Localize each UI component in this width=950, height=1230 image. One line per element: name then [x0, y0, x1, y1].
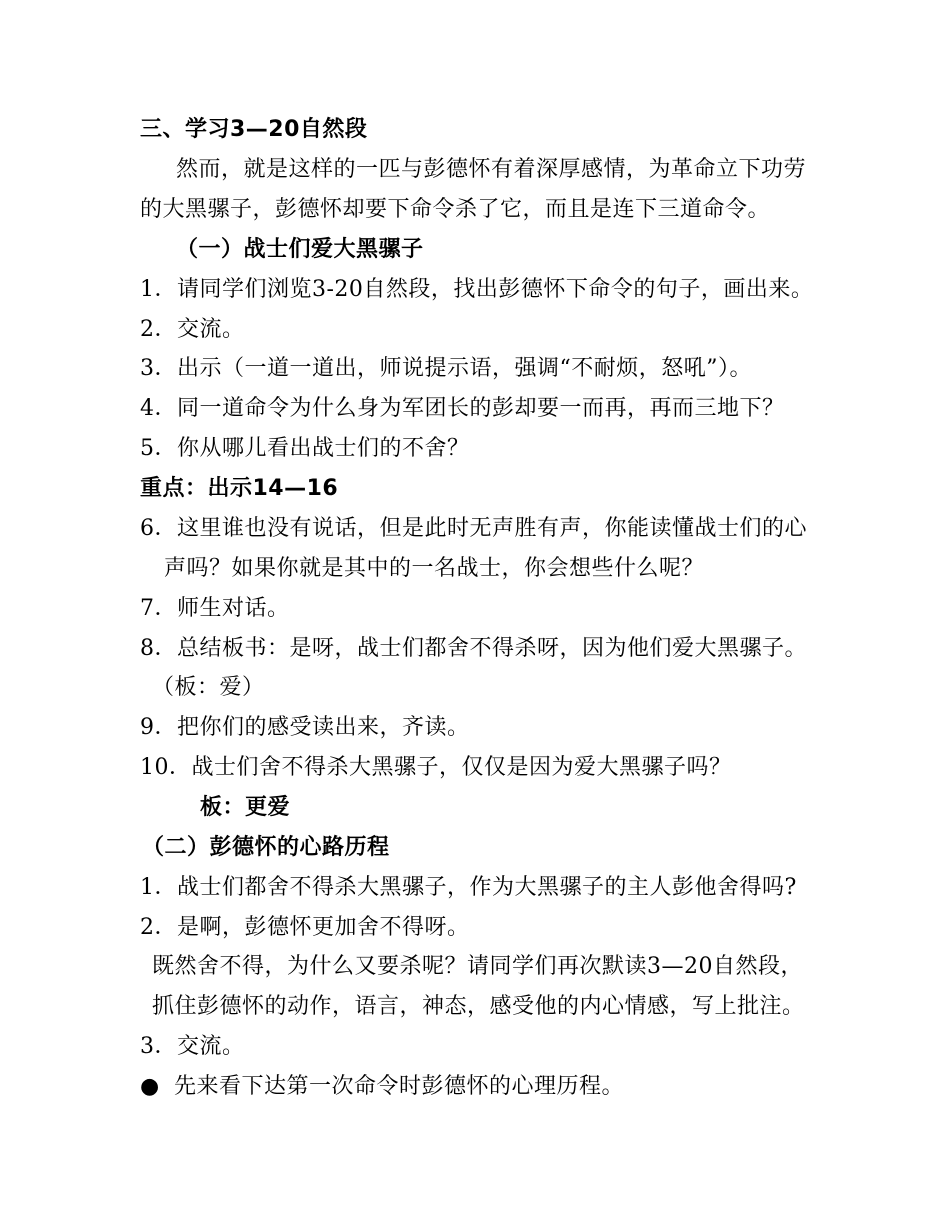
bullet-text: 先来看下达第一次命令时彭德怀的心理历程。 [174, 1074, 625, 1099]
focus-heading: 重点：出示14—16 [140, 476, 339, 501]
part2-paragraph-line-2: 抓住彭德怀的动作，语言，神态，感受他的内心情感，写上批注。 [152, 994, 805, 1019]
part1-item-1: 1．请同学们浏览3-20自然段，找出彭德怀下命令的句子，画出来。 [140, 277, 814, 302]
board-note-love: （板：爱） [152, 675, 265, 700]
intro-line-2: 的大黑骡子，彭德怀却要下命令杀了它，而且是连下三道命令。 [140, 197, 771, 222]
part2-heading: （二）彭德怀的心路历程 [142, 835, 390, 860]
focus-item-10: 10．战士们舍不得杀大黑骡子，仅仅是因为爱大黑骡子吗？ [140, 755, 732, 780]
focus-item-6-continued: 声吗？如果你就是其中的一名战士，你会想些什么呢？ [164, 556, 705, 581]
part1-item-3: 3．出示（一道一道出，师说提示语，强调“不耐烦，怒吼”）。 [140, 356, 752, 381]
focus-item-8: 8．总结板书：是呀，战士们都舍不得杀呀，因为他们爱大黑骡子。 [140, 636, 807, 661]
board-note-more-love: 板：更爱 [200, 795, 291, 820]
focus-item-6: 6．这里谁也没有说话，但是此时无声胜有声，你能读懂战士们的心 [140, 516, 807, 541]
intro-line-1: 然而，就是这样的一匹与彭德怀有着深厚感情，为革命立下功劳 [176, 157, 807, 182]
focus-item-7: 7．师生对话。 [140, 596, 290, 621]
part2-item-3: 3．交流。 [140, 1034, 245, 1059]
part2-item-1: 1．战士们都舍不得杀大黑骡子，作为大黑骡子的主人彭他舍得吗? [140, 875, 797, 900]
part2-paragraph-line-1: 既然舍不得，为什么又要杀呢？请同学们再次默读3—20自然段， [152, 954, 803, 979]
focus-item-9: 9．把你们的感受读出来，齐读。 [140, 715, 470, 740]
part1-item-2: 2．交流。 [140, 317, 245, 342]
section-heading: 三、学习3—20自然段 [140, 117, 368, 142]
bullet-icon: ● [140, 1074, 160, 1099]
part1-item-5: 5．你从哪儿看出战士们的不舍？ [140, 436, 470, 461]
part1-heading: （一）战士们爱大黑骡子 [176, 237, 424, 262]
part2-item-2: 2．是啊，彭德怀更加舍不得呀。 [140, 915, 470, 940]
part1-item-4: 4．同一道命令为什么身为军团长的彭却要一而再，再而三地下？ [140, 396, 785, 421]
bullet-line [140, 1072, 624, 1102]
